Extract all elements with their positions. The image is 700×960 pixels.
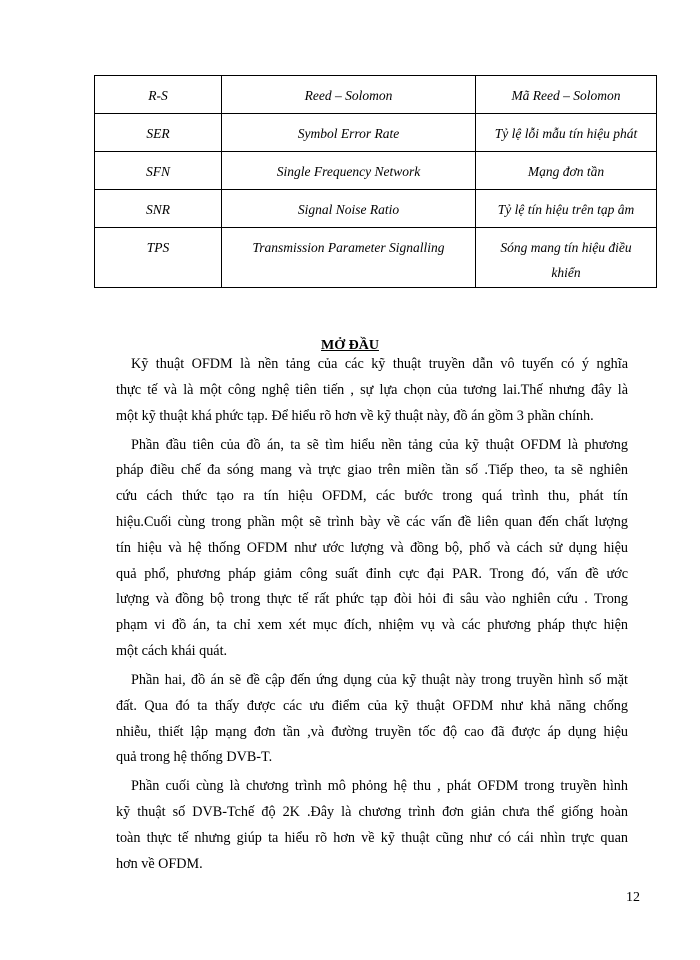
page-number: 12	[626, 890, 640, 905]
table-row	[95, 190, 657, 228]
text-line: hiệu.Cuối cùng trong phần một sẽ trình bày về các vấn đề liên quan đến chất lượng	[116, 514, 628, 530]
section-heading: MỞ ĐẦU	[321, 338, 379, 353]
text-line: toàn thực tế nhưng giúp ta hiểu rõ hơn về kỹ thuật cũng như có cái nhìn trực quan	[116, 830, 628, 846]
abbreviation-table	[94, 75, 657, 288]
text-line: một kỹ thuật khá phức tạp. Để hiểu rõ hơn về kỹ thuật này, đồ án gồm 3 phần chính.	[116, 407, 594, 424]
abbr-cell: SFN	[95, 152, 222, 190]
text-line: đất. Qua đó ta thấy được các ưu điểm của kỹ thuật OFDM như khả năng chống	[116, 697, 628, 714]
english-term-cell: Single Frequency Network	[222, 152, 476, 190]
abbr-cell: SER	[95, 114, 222, 152]
text-line: Phần hai, đồ án sẽ đề cập đến ứng dụng của kỹ thuật này trong truyền hình số mặt	[131, 672, 628, 688]
vietnamese-term-line: khiển	[551, 265, 581, 280]
english-term-cell: Reed – Solomon	[222, 76, 476, 114]
text-line: pháp điều chế đa sóng mang và trực giao trên miền tần số .Tiếp theo, ta sẽ nghiên	[116, 462, 628, 479]
vietnamese-term-cell: Mã Reed – Solomon	[476, 76, 657, 114]
text-line: lượng và đồng bộ trong thực tế rất phức tạp đòi hỏi đi sâu vào nghiên cứu . Trong	[116, 591, 628, 608]
text-line: phạm vi đồ án, ta chỉ xem xét mục đích, nhiệm vụ và các phương pháp thực hiện	[116, 617, 628, 634]
vietnamese-term-line: Sóng mang tín hiệu điều	[500, 240, 632, 255]
table-row	[95, 76, 657, 114]
vietnamese-term-cell: Tỷ lệ tín hiệu trên tạp âm	[476, 190, 657, 228]
text-line: Phần đầu tiên của đồ án, ta sẽ tìm hiểu nền tảng của kỹ thuật OFDM là phương	[131, 436, 628, 453]
text-line: thực tế và là một công nghệ tiên tiến , sự lựa chọn của tương lai.Thế nhưng đây là	[116, 381, 628, 398]
text-line: Phần cuối cùng là chương trình mô phỏng hệ thu , phát OFDM trong truyền hình	[131, 778, 628, 795]
text-line: quả trong hệ thống DVB-T.	[116, 749, 273, 766]
text-line: Kỹ thuật OFDM là nền tảng của các kỹ thuật truyền dẫn vô tuyến có ý nghĩa	[131, 356, 628, 372]
abbr-cell: SNR	[95, 190, 222, 228]
table-row	[95, 152, 657, 190]
text-line: một cách khái quát.	[116, 643, 228, 659]
text-line: kỹ thuật số DVB-Tchế độ 2K .Đây là chương trình đơn giản chưa thể giống hoàn	[116, 804, 628, 821]
text-line: tín hiệu và hệ thống OFDM như ước lượng và đồng bộ, phổ và cách sử dụng hiệu	[116, 539, 628, 556]
abbr-cell: R-S	[95, 76, 222, 114]
text-line: quả phổ, phương pháp giảm công suất đỉnh cực đại PAR. Trong đó, vấn đề ước	[116, 565, 628, 582]
text-line: cứu cách thức tạo ra tín hiệu OFDM, các bước trong quá trình thu, phát tín	[116, 488, 628, 505]
abbr-cell: TPS	[95, 228, 222, 288]
vietnamese-term-cell: Tỷ lệ lỗi mẫu tín hiệu phát	[476, 114, 657, 152]
table-row	[95, 228, 657, 288]
text-line: hơn về OFDM.	[116, 855, 203, 872]
table-row	[95, 114, 657, 152]
vietnamese-term-cell: Mạng đơn tần	[476, 152, 657, 190]
english-term-cell: Transmission Parameter Signalling	[222, 228, 476, 288]
english-term-cell: Symbol Error Rate	[222, 114, 476, 152]
text-line: nhiễu, thiết lập mạng đơn tần ,và đường truyền tốc độ cao đã được áp dụng hiệu	[116, 723, 628, 740]
english-term-cell: Signal Noise Ratio	[222, 190, 476, 228]
vietnamese-term-cell	[476, 228, 657, 288]
